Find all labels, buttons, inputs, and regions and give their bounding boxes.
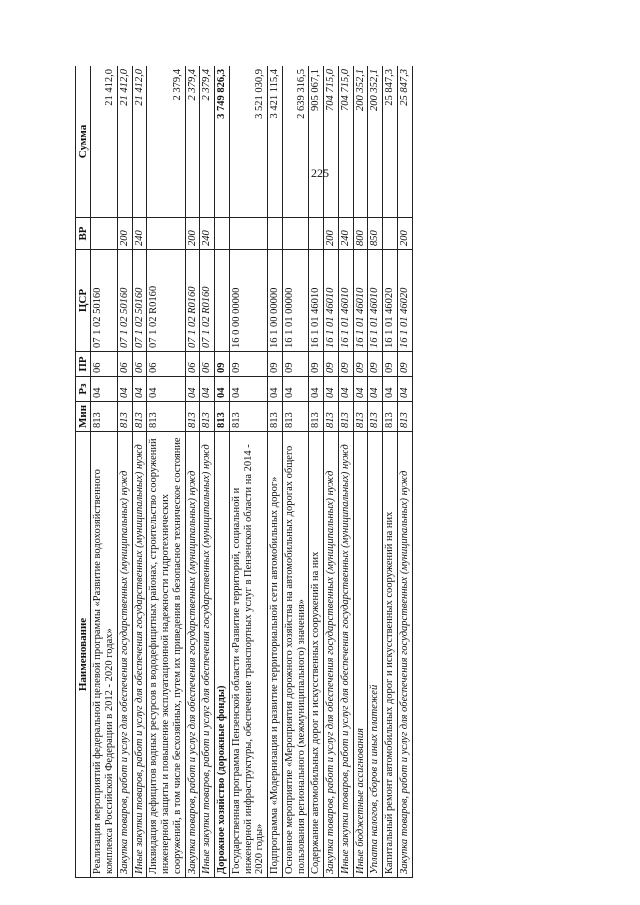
cell-csr: 16 1 01 46010 <box>338 250 353 352</box>
cell-min: 813 <box>268 402 283 432</box>
cell-vr <box>282 218 309 250</box>
cell-min: 813 <box>383 402 398 432</box>
cell-sum: 21 412,0 <box>132 66 147 218</box>
cell-pr: 09 <box>309 352 324 377</box>
table-row <box>368 66 383 878</box>
cell-pr: 09 <box>282 352 309 377</box>
cell-name: Подпрограмма «Модернизация и развитие территориальной сети автомобильных дорог» <box>268 432 283 878</box>
table-row <box>185 66 200 878</box>
cell-pr: 06 <box>185 352 200 377</box>
cell-sum: 2 379,4 <box>147 66 185 218</box>
cell-min: 813 <box>147 402 185 432</box>
cell-name: Иные закупки товаров, работ и услуг для обеспечения государственных (муниципальных) нужд <box>338 432 353 878</box>
cell-pr: 09 <box>229 352 267 377</box>
table-body <box>91 66 412 878</box>
cell-min: 813 <box>282 402 309 432</box>
cell-csr <box>215 250 230 352</box>
cell-csr: 16 1 01 46020 <box>383 250 398 352</box>
header-sum: Сумма <box>76 66 91 218</box>
cell-name: Иные закупки товаров, работ и услуг для обеспечения государственных (муниципальных) нужд <box>200 432 215 878</box>
cell-min: 813 <box>309 402 324 432</box>
cell-min: 813 <box>338 402 353 432</box>
cell-sum: 2 379,4 <box>185 66 200 218</box>
table-row <box>397 66 412 878</box>
cell-pr: 09 <box>215 352 230 377</box>
table-header-row <box>76 66 91 878</box>
cell-vr <box>268 218 283 250</box>
cell-min: 813 <box>229 402 267 432</box>
cell-name: Ликвидация дефицитов водных ресурсов в вододефицитных районах, строительство сооружений инженерной защиты и повышение эксплуатационной надежности гидротехнических сооружений, в том числе бесхозяйных, путем их приведения в безопасное техническое состояние <box>147 432 185 878</box>
cell-pr: 06 <box>147 352 185 377</box>
cell-rz: 04 <box>383 377 398 402</box>
cell-sum: 200 352,1 <box>353 66 368 218</box>
cell-pr: 06 <box>200 352 215 377</box>
table-row <box>117 66 132 878</box>
table-row <box>229 66 267 878</box>
table-row <box>309 66 324 878</box>
cell-rz: 04 <box>309 377 324 402</box>
cell-sum: 21 412,0 <box>91 66 118 218</box>
header-min: Мин <box>76 402 91 432</box>
cell-vr: 240 <box>132 218 147 250</box>
header-name: Наименование <box>76 432 91 878</box>
cell-vr: 240 <box>200 218 215 250</box>
rotated-table-area <box>75 66 582 878</box>
cell-pr: 06 <box>132 352 147 377</box>
rotated-table-wrapper <box>75 66 582 878</box>
cell-sum: 21 412,0 <box>117 66 132 218</box>
table-row <box>215 66 230 878</box>
cell-rz: 04 <box>368 377 383 402</box>
cell-pr: 06 <box>91 352 118 377</box>
cell-vr <box>229 218 267 250</box>
cell-vr <box>147 218 185 250</box>
cell-name: Закупка товаров, работ и услуг для обеспечения государственных (муниципальных) нужд <box>324 432 339 878</box>
table-row <box>338 66 353 878</box>
cell-csr: 16 1 01 46010 <box>353 250 368 352</box>
table-row <box>353 66 368 878</box>
table-row <box>91 66 118 878</box>
cell-min: 813 <box>324 402 339 432</box>
cell-min: 813 <box>353 402 368 432</box>
cell-rz: 04 <box>185 377 200 402</box>
table-row <box>200 66 215 878</box>
cell-sum: 25 847,3 <box>383 66 398 218</box>
cell-min: 813 <box>215 402 230 432</box>
cell-csr: 07 1 02 R0160 <box>200 250 215 352</box>
cell-rz: 04 <box>132 377 147 402</box>
cell-vr <box>91 218 118 250</box>
cell-rz: 04 <box>324 377 339 402</box>
cell-name: Закупка товаров, работ и услуг для обеспечения государственных (муниципальных) нужд <box>185 432 200 878</box>
table-row <box>268 66 283 878</box>
cell-vr <box>215 218 230 250</box>
cell-name: Уплата налогов, сборов и иных платежей <box>368 432 383 878</box>
cell-min: 813 <box>397 402 412 432</box>
cell-pr: 09 <box>397 352 412 377</box>
cell-name: Закупка товаров, работ и услуг для обеспечения государственных (муниципальных) нужд <box>117 432 132 878</box>
cell-rz: 04 <box>353 377 368 402</box>
cell-sum: 2 379,4 <box>200 66 215 218</box>
cell-csr: 07 1 02 50160 <box>132 250 147 352</box>
cell-sum: 3 521 030,9 <box>229 66 267 218</box>
cell-csr: 16 1 01 46010 <box>368 250 383 352</box>
cell-vr: 240 <box>338 218 353 250</box>
cell-pr: 09 <box>268 352 283 377</box>
cell-pr: 09 <box>353 352 368 377</box>
cell-name: Реализация мероприятий федеральной целевой программы «Развитие водохозяйственного комплекса Российской Федерации в 2012 - 2020 годах» <box>91 432 118 878</box>
cell-vr: 200 <box>117 218 132 250</box>
cell-csr: 16 1 01 46010 <box>309 250 324 352</box>
cell-name: Закупка товаров, работ и услуг для обеспечения государственных (муниципальных) нужд <box>397 432 412 878</box>
header-vr: ВР <box>76 218 91 250</box>
cell-vr: 800 <box>353 218 368 250</box>
cell-name: Основное мероприятие «Мероприятия дорожного хозяйства на автомобильных дорогах общего пользования регионального (межмуниципального) значения» <box>282 432 309 878</box>
cell-sum: 3 749 826,3 <box>215 66 230 218</box>
header-pr: ПР <box>76 352 91 377</box>
cell-vr <box>383 218 398 250</box>
header-rz: Рз <box>76 377 91 402</box>
cell-sum: 704 715,0 <box>324 66 339 218</box>
cell-min: 813 <box>91 402 118 432</box>
cell-name: Дорожное хозяйство (дорожные фонды) <box>215 432 230 878</box>
cell-name: Капитальный ремонт автомобильных дорог и искусственных сооружений на них <box>383 432 398 878</box>
cell-pr: 09 <box>368 352 383 377</box>
cell-rz: 04 <box>338 377 353 402</box>
cell-rz: 04 <box>282 377 309 402</box>
cell-csr: 16 1 01 46010 <box>324 250 339 352</box>
cell-rz: 04 <box>397 377 412 402</box>
cell-pr: 09 <box>338 352 353 377</box>
cell-sum: 704 715,0 <box>338 66 353 218</box>
cell-rz: 04 <box>268 377 283 402</box>
cell-min: 813 <box>132 402 147 432</box>
cell-csr: 16 1 00 00000 <box>268 250 283 352</box>
cell-csr: 16 1 01 00000 <box>282 250 309 352</box>
cell-min: 813 <box>200 402 215 432</box>
cell-sum: 25 847,3 <box>397 66 412 218</box>
cell-rz: 04 <box>117 377 132 402</box>
cell-pr: 09 <box>324 352 339 377</box>
cell-min: 813 <box>368 402 383 432</box>
cell-vr: 200 <box>185 218 200 250</box>
cell-sum: 905 067,1 <box>309 66 324 218</box>
cell-rz: 04 <box>229 377 267 402</box>
cell-sum: 3 421 115,4 <box>268 66 283 218</box>
cell-rz: 04 <box>200 377 215 402</box>
cell-csr: 07 1 02 R0160 <box>147 250 185 352</box>
cell-name: Государственная программа Пензенской области «Развитие территорий, социальной и инженерной инфраструктуры, обеспечение транспортных услуг в Пензенской области на 2014 - 2020 годы» <box>229 432 267 878</box>
cell-pr: 09 <box>383 352 398 377</box>
cell-csr: 16 0 00 00000 <box>229 250 267 352</box>
cell-min: 813 <box>185 402 200 432</box>
cell-name: Иные бюджетные ассигнования <box>353 432 368 878</box>
cell-vr: 850 <box>368 218 383 250</box>
table-row <box>132 66 147 878</box>
table-row <box>282 66 309 878</box>
cell-csr: 07 1 02 R0160 <box>185 250 200 352</box>
cell-sum: 2 639 316,5 <box>282 66 309 218</box>
cell-name: Содержание автомобильных дорог и искусственных сооружений на них <box>309 432 324 878</box>
table-row <box>147 66 185 878</box>
cell-min: 813 <box>117 402 132 432</box>
cell-vr: 200 <box>397 218 412 250</box>
cell-rz: 04 <box>215 377 230 402</box>
table-row <box>383 66 398 878</box>
cell-sum: 200 352,1 <box>368 66 383 218</box>
cell-pr: 06 <box>117 352 132 377</box>
cell-rz: 04 <box>91 377 118 402</box>
budget-table <box>75 66 413 878</box>
cell-name: Иные закупки товаров, работ и услуг для обеспечения государственных (муниципальных) нужд <box>132 432 147 878</box>
cell-csr: 07 1 02 50160 <box>117 250 132 352</box>
cell-csr: 07 1 02 50160 <box>91 250 118 352</box>
cell-vr: 200 <box>324 218 339 250</box>
table-row <box>324 66 339 878</box>
cell-csr: 16 1 01 46020 <box>397 250 412 352</box>
cell-rz: 04 <box>147 377 185 402</box>
header-csr: ЦСР <box>76 250 91 352</box>
cell-vr <box>309 218 324 250</box>
page-number: 225 <box>311 166 329 180</box>
